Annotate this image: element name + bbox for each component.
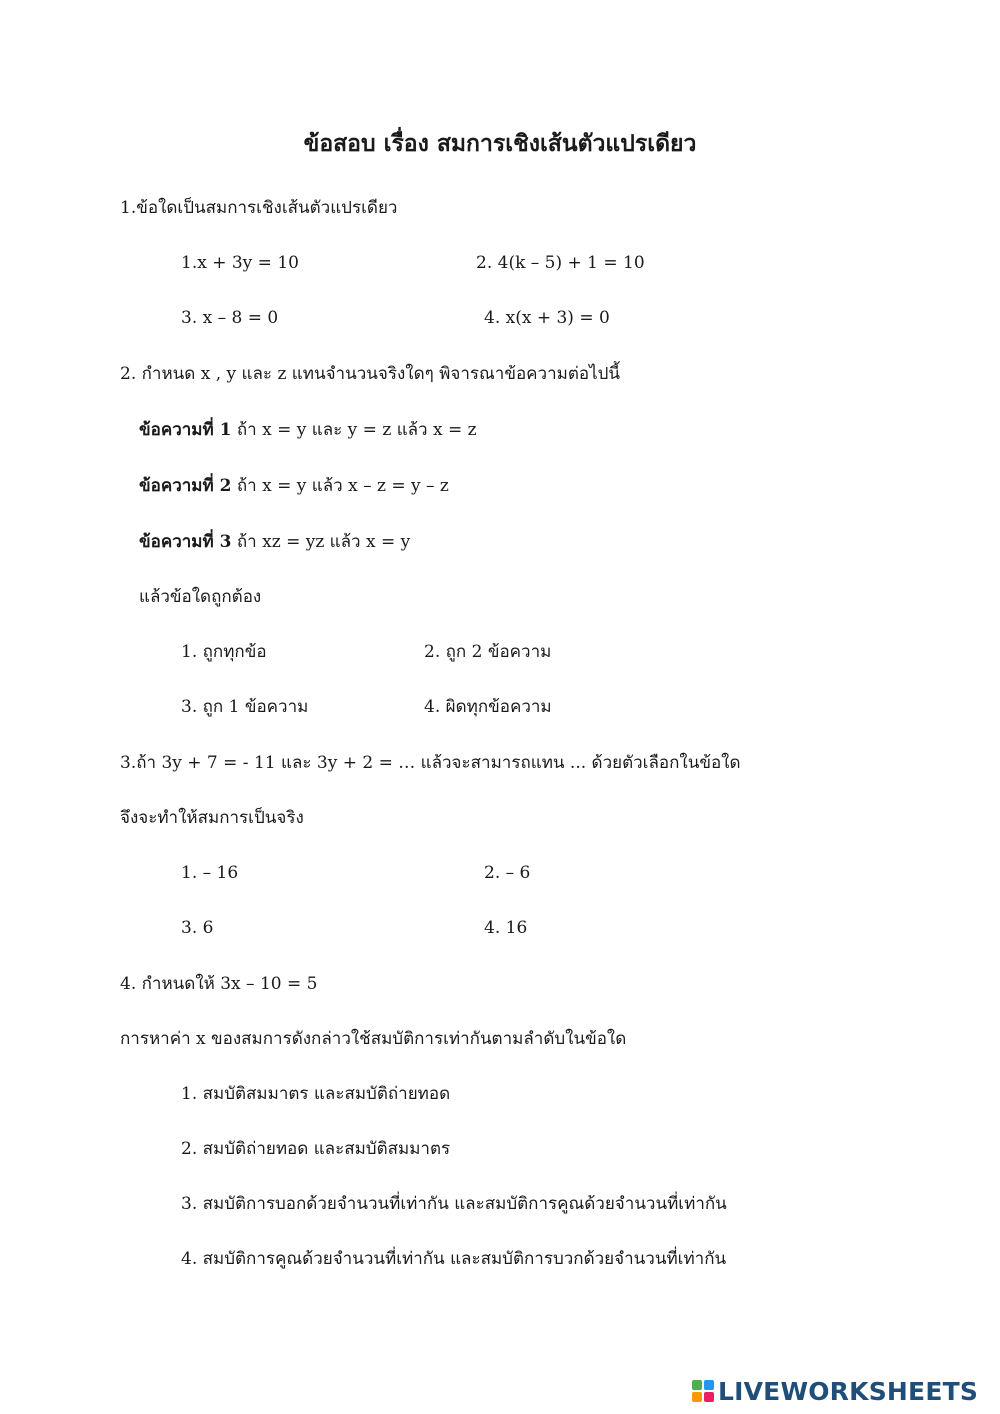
- question-2: 2. กำหนด x , y และ z แทนจำนวนจริงใดๆ พิจารณาข้อความต่อไปนี้: [120, 364, 621, 384]
- q2-statement-1: [139, 418, 477, 442]
- liveworksheets-brand[interactable]: [692, 1376, 978, 1406]
- question-4-line-1: 4. กำหนดให้ 3x – 10 = 5: [120, 974, 318, 994]
- question-4-line-2: การหาค่า x ของสมการดังกล่าวใช้สมบัติการเท่ากันตามลำดับในข้อใด: [120, 1029, 627, 1049]
- q4-choice-2[interactable]: 2. สมบัติถ่ายทอด และสมบัติสมมาตร: [181, 1139, 451, 1159]
- page-title: ข้อสอบ เรื่อง สมการเชิงเส้นตัวแปรเดียว: [303, 130, 697, 157]
- q3-choice-1[interactable]: 1. – 16: [181, 863, 239, 883]
- statement-text: ถ้า x = y และ y = z แล้ว x = z: [231, 420, 477, 440]
- statement-text: ถ้า x = y แล้ว x – z = y – z: [231, 476, 449, 496]
- q1-choice-3[interactable]: 3. x – 8 = 0: [181, 308, 279, 328]
- statement-label: ข้อความที่ 1: [139, 420, 232, 440]
- q4-choice-1[interactable]: 1. สมบัติสมมาตร และสมบัติถ่ายทอด: [181, 1084, 451, 1104]
- q2-choice-1[interactable]: 1. ถูกทุกข้อ: [181, 642, 267, 662]
- question-3-line-2: จึงจะทำให้สมการเป็นจริง: [120, 808, 304, 828]
- q2-prompt: แล้วข้อใดถูกต้อง: [139, 587, 262, 607]
- liveworksheets-logo-icon: [692, 1380, 714, 1402]
- question-1: 1.ข้อใดเป็นสมการเชิงเส้นตัวแปรเดียว: [120, 198, 398, 218]
- q3-choice-4[interactable]: 4. 16: [484, 918, 528, 938]
- statement-label: ข้อความที่ 2: [139, 476, 232, 496]
- statement-text: ถ้า xz = yz แล้ว x = y: [231, 532, 411, 552]
- q2-choice-3[interactable]: 3. ถูก 1 ข้อความ: [181, 697, 309, 717]
- question-3-line-1: 3.ถ้า 3y + 7 = - 11 และ 3y + 2 = … แล้วจะสามารถแทน ... ด้วยตัวเลือกในข้อใด: [120, 753, 741, 773]
- q4-choice-4[interactable]: 4. สมบัติการคูณด้วยจำนวนที่เท่ากัน และสมบัติการบวกด้วยจำนวนที่เท่ากัน: [181, 1249, 727, 1269]
- q2-choice-4[interactable]: 4. ผิดทุกข้อความ: [424, 697, 552, 717]
- q1-choice-4[interactable]: 4. x(x + 3) = 0: [484, 308, 610, 328]
- liveworksheets-wordmark: LIVEWORKSHEETS: [718, 1376, 979, 1406]
- q2-statement-3: [139, 530, 410, 554]
- q2-choice-2[interactable]: 2. ถูก 2 ข้อความ: [424, 642, 552, 662]
- q4-choice-3[interactable]: 3. สมบัติการบอกด้วยจำนวนที่เท่ากัน และสมบัติการคูณด้วยจำนวนที่เท่ากัน: [181, 1194, 727, 1214]
- q1-choice-1[interactable]: 1.x + 3y = 10: [181, 253, 299, 273]
- q2-statement-2: [139, 474, 449, 498]
- statement-label: ข้อความที่ 3: [139, 532, 232, 552]
- q3-choice-2[interactable]: 2. – 6: [484, 863, 531, 883]
- q3-choice-3[interactable]: 3. 6: [181, 918, 214, 938]
- q1-choice-2[interactable]: 2. 4(k – 5) + 1 = 10: [476, 253, 645, 273]
